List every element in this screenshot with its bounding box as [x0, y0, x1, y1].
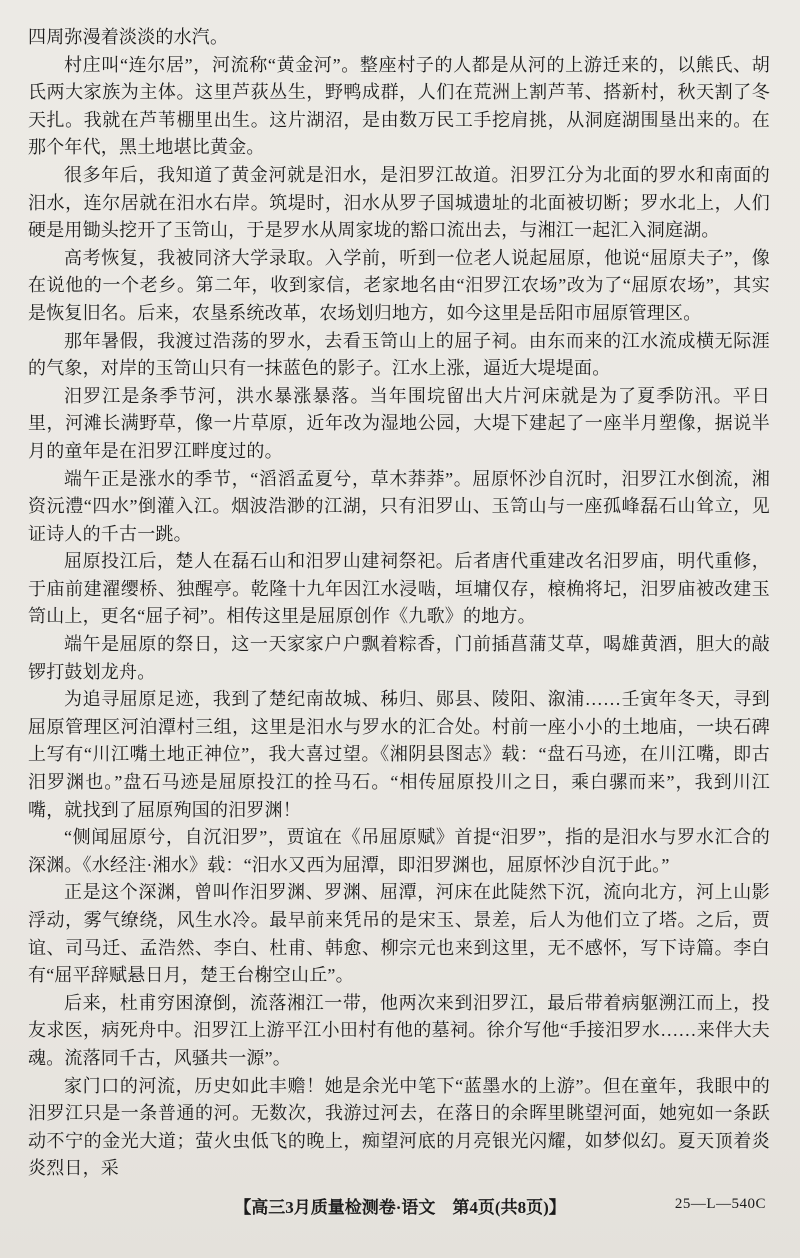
essay-text: [28, 24, 770, 1183]
paragraph: 高考恢复，我被同济大学录取。入学前，听到一位老人说起屈原，他说“屈原夫子”，像在说他的一个老乡。第二年，收到家信，老家地名由“汨罗江农场”改为了“屈原农场”，其实是恢复旧名。后来，农垦系统改革，农场划归地方，如今这里是岳阳市屈原管理区。: [28, 247, 770, 323]
paragraph: 四周弥漫着淡淡的水汽。: [28, 27, 229, 47]
paragraph: 端午正是涨水的季节，“滔滔孟夏兮，草木莽莽”。屈原怀沙自沉时，汨罗江水倒流，湘资沅澧“四水”倒灌入江。烟波浩渺的江湖，只有汨罗山、玉笥山与一座孤峰磊石山耸立，见证诗人的千古一跳。: [28, 468, 770, 544]
paragraph: 端午是屈原的祭日，这一天家家户户飘着粽香，门前插菖蒲艾草，喝雄黄酒，胆大的敲锣打鼓划龙舟。: [28, 634, 770, 682]
paragraph: 为追寻屈原足迹，我到了楚纪南故城、秭归、郧县、陵阳、溆浦……壬寅年冬天，寻到屈原管理区河泊潭村三组，这里是汨水与罗水的汇合处。村前一座小小的土地庙，一块石碑上写有“川江嘴土地正神位”，我大喜过望。《湘阴县图志》载：“盘石马迹，在川江嘴，即古汨罗渊也。”盘石马迹是屈原投江的拴马石。“相传屈原投川之日，乘白骡而来”，我到川江嘴，就找到了屈原殉国的汨罗渊！: [28, 689, 770, 820]
paragraph: 屈原投江后，楚人在磊石山和汨罗山建祠祭祀。后者唐代重建改名汨罗庙，明代重修，于庙前建濯缨桥、独醒亭。乾隆十九年因江水浸啮，垣墉仅存，榱桷将圮，汨罗庙被改建玉笥山上，更名“屈子祠”。相传这里是屈原创作《九歌》的地方。: [28, 551, 770, 627]
paragraph: 家门口的河流，历史如此丰赡！她是余光中笔下“蓝墨水的上游”。但在童年，我眼中的汨罗江只是一条普通的河。无数次，我游过河去，在落日的余晖里眺望河面，她宛如一条跃动不宁的金光大道；萤火虫低飞的晚上，痴望河底的月亮银光闪耀，如梦似幻。夏天顶着炎炎烈日，采: [28, 1075, 770, 1179]
paragraph: 那年暑假，我渡过浩荡的罗水，去看玉笥山上的屈子祠。由东而来的江水流成横无际涯的气象，对岸的玉笥山只有一抹蓝色的影子。江水上涨，逼近大堤堤面。: [28, 330, 770, 379]
paragraph: 村庄叫“连尔居”，河流称“黄金河”。整座村子的人都是从河的上游迁来的，以熊氏、胡氏两大家族为主体。这里芦荻丛生，野鸭成群，人们在荒洲上割芦苇、搭新村，秋天割了冬天扎。我就在芦苇棚里出生。这片湖沼，是由数万民工手挖肩挑，从洞庭湖围垦出来的。在那个年代，黑土地堪比黄金。: [28, 54, 770, 158]
footer-title: 【高三3月质量检测卷·语文 第4页(共8页)】: [234, 1198, 566, 1217]
footer-code: 25—L—540C: [674, 1196, 766, 1212]
paragraph: 后来，杜甫穷困潦倒，流落湘江一带，他两次来到汨罗江，最后带着病躯溯江而上，投友求医，病死舟中。汨罗江上游平江小田村有他的墓祠。徐介写他“手接汨罗水……来伴大夫魂。流落同千古，风骚共一源”。: [28, 992, 770, 1068]
paragraph: “侧闻屈原兮，自沉汨罗”，贾谊在《吊屈原赋》首提“汨罗”，指的是汨水与罗水汇合的深渊。《水经注·湘水》载：“汨水又西为屈潭，即汨罗渊也，屈原怀沙自沉于此。”: [28, 827, 770, 875]
page-footer: [0, 1193, 800, 1218]
paragraph: 汨罗江是条季节河，洪水暴涨暴落。当年围垸留出大片河床就是为了夏季防汛。平日里，河滩长满野草，像一片草原，近年改为湿地公园，大堤下建起了一座半月塑像，据说半月的童年是在汨罗江畔度过的。: [28, 385, 770, 461]
paragraph: 正是这个深渊，曾叫作汨罗渊、罗渊、屈潭，河床在此陡然下沉，流向北方，河上山影浮动，雾气缭绕，风生水冷。最早前来凭吊的是宋玉、景差，后人为他们立了塔。之后，贾谊、司马迁、孟浩然、李白、杜甫、韩愈、柳宗元也来到这里，无不感怀，写下诗篇。李白有“屈平辞赋悬日月，楚王台榭空山丘”。: [28, 882, 770, 986]
paragraph: 很多年后，我知道了黄金河就是汨水，是汨罗江故道。汨罗江分为北面的罗水和南面的汨水，连尔居就在汨水右岸。筑堤时，汨水从罗子国城遗址的北面被切断；罗水北上，人们硬是用锄头挖开了玉笥山，于是罗水从周家垅的豁口流出去，与湘江一起汇入洞庭湖。: [28, 164, 770, 241]
